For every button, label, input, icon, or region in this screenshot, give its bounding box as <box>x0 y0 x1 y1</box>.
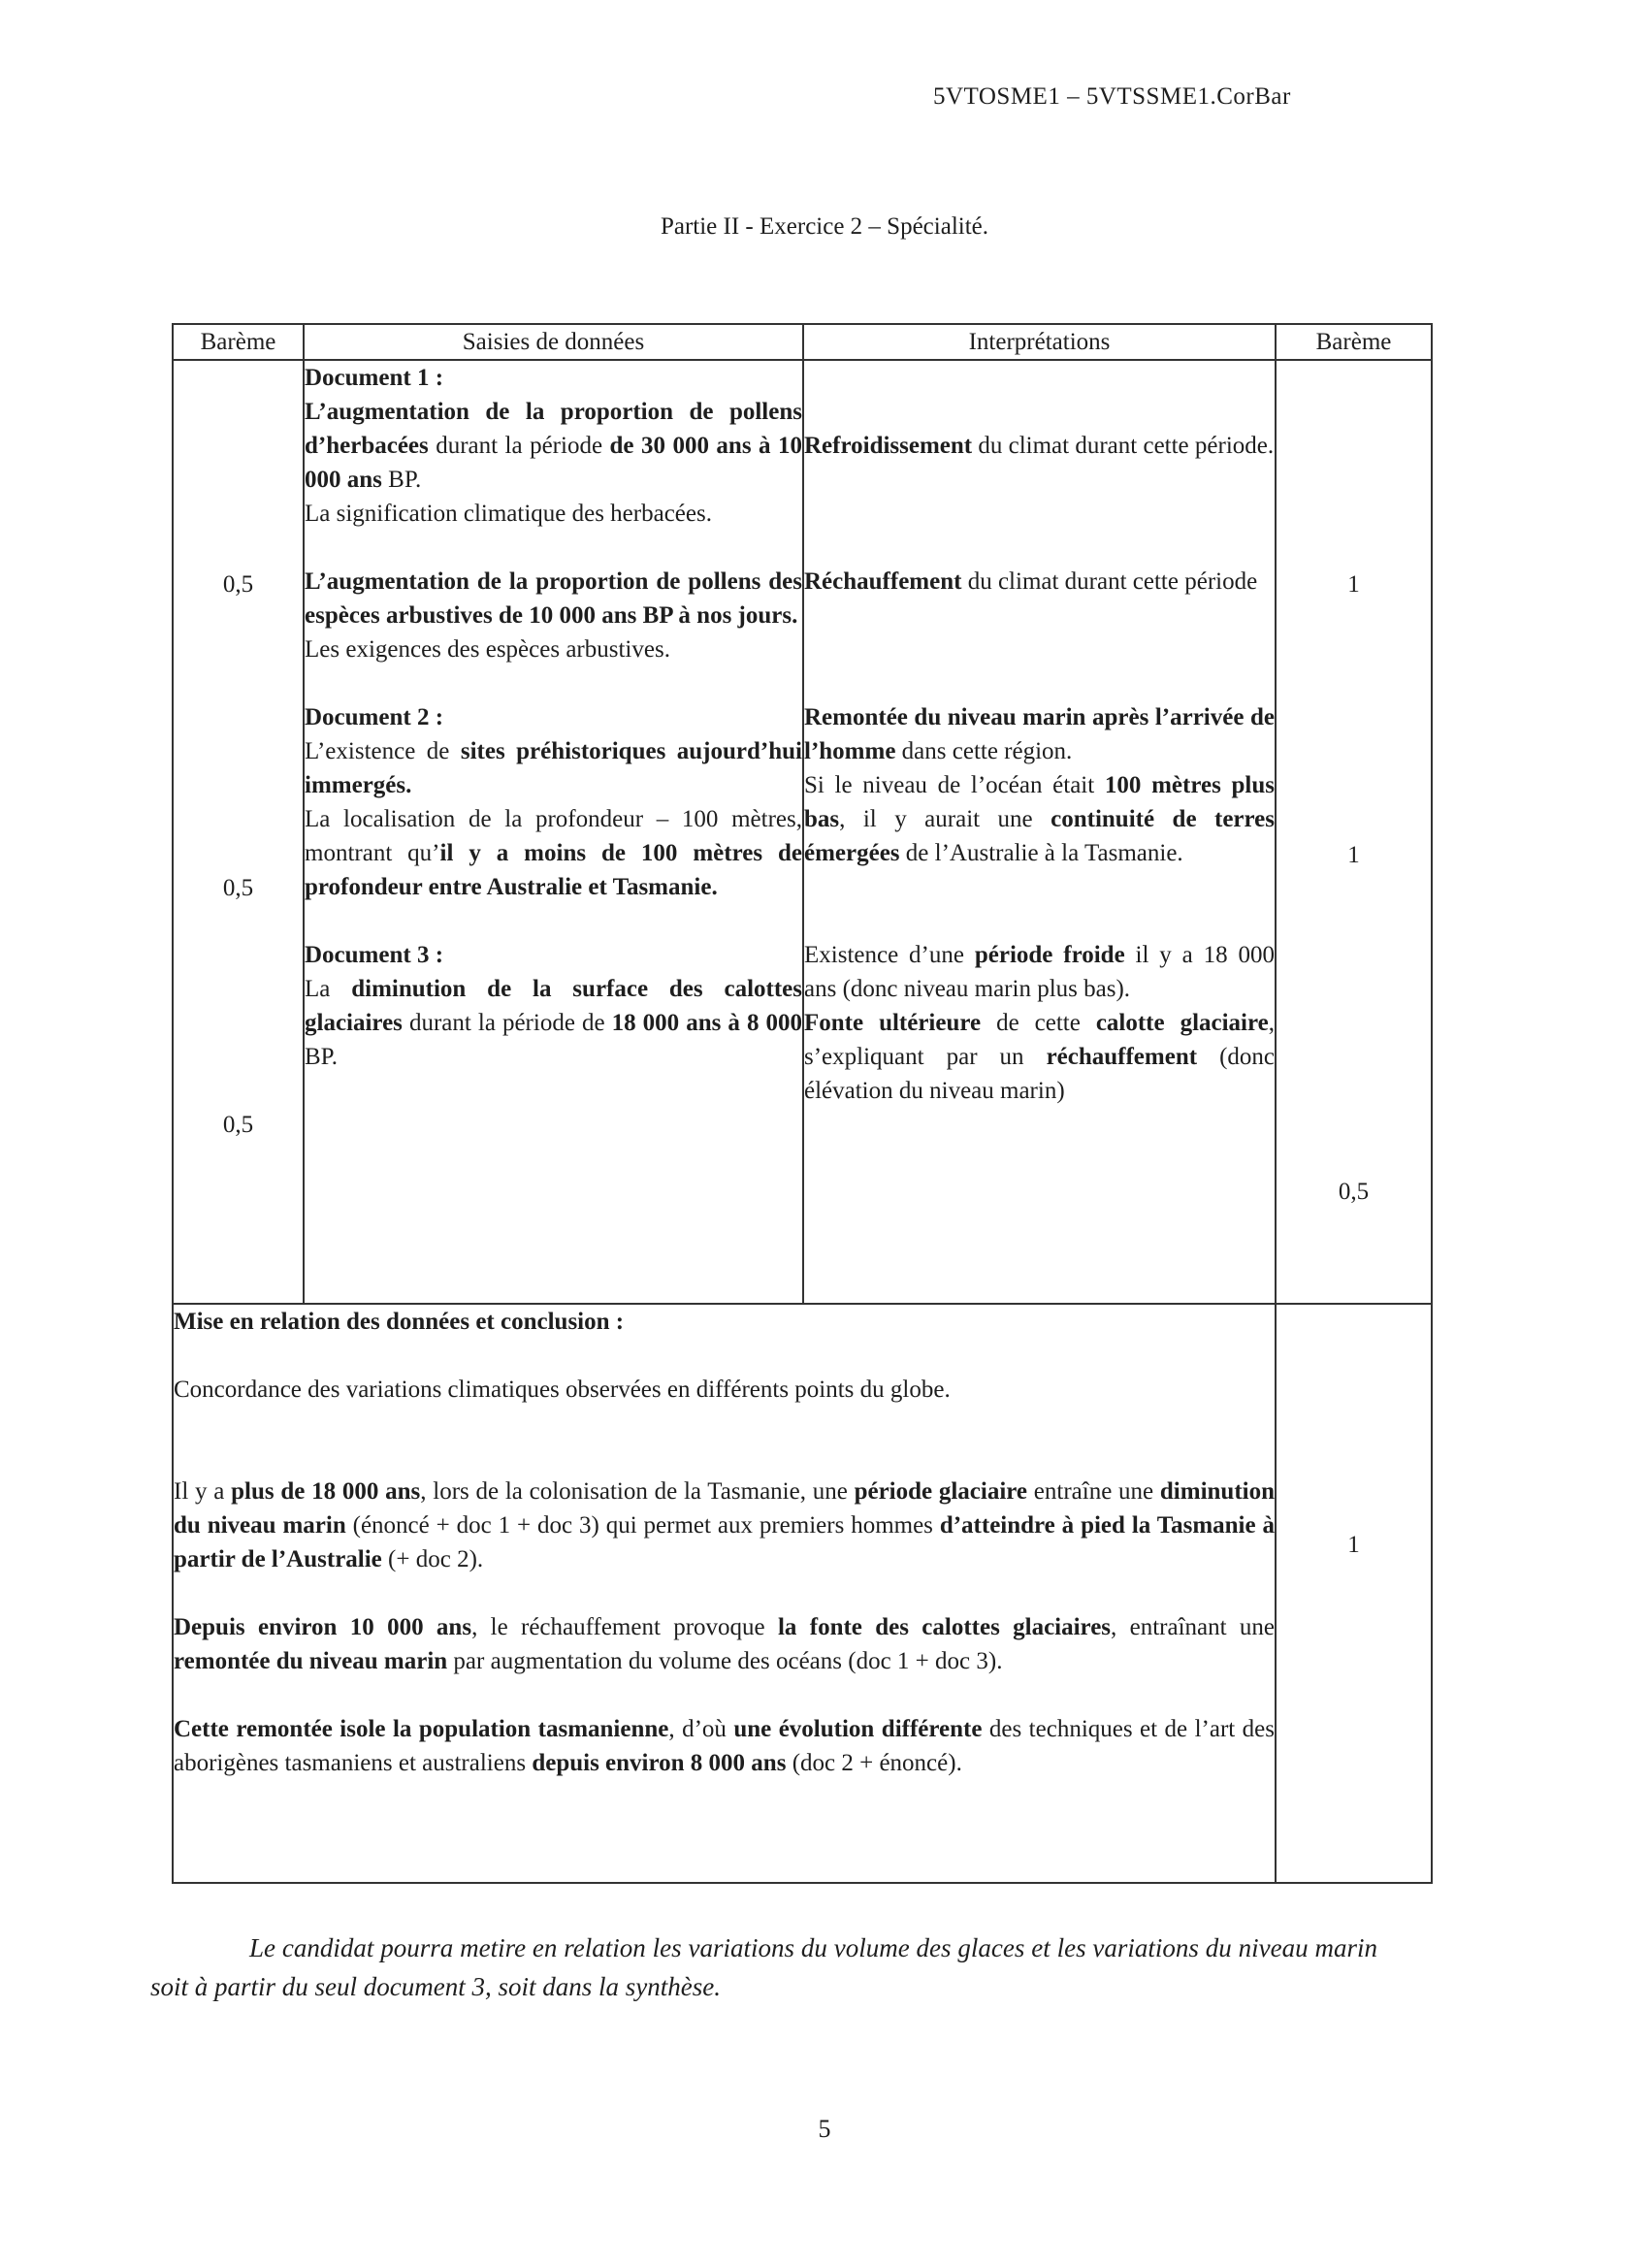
header-bareme-right: Barème <box>1276 324 1432 360</box>
p3-bold-3: remontée du niveau marin <box>174 1648 448 1674</box>
doc2-heading: Document 2 : <box>305 704 444 730</box>
p2-text-2: , lors de la colonisation de la Tasmanie, une <box>420 1478 855 1505</box>
doc1-data <box>305 361 802 531</box>
doc1-point-a-text: durant la période <box>428 433 610 459</box>
p3-bold-1: Depuis environ 10 000 ans <box>174 1614 472 1640</box>
doc1-point-a-bp: BP. <box>381 467 422 493</box>
p3-text-3: par augmentation du volume des océans (doc 1 + doc 3). <box>447 1648 1003 1674</box>
p4-text-2: des techniques et de l’art des aborigènes tasmaniens et australiens <box>174 1716 1276 1776</box>
score-interp-doc3: 0,5 <box>1338 1179 1370 1205</box>
doc2-bold-1: sites préhistoriques aujourd’hui immergés. <box>305 738 802 798</box>
p4-text-1: , d’où <box>668 1716 734 1742</box>
doc3-bold-2: 18 000 ans à 8 000 <box>611 1010 803 1036</box>
doc2-interp-text-1: dans cette région. <box>895 738 1073 764</box>
p2-text-1: Il y a <box>174 1478 232 1505</box>
p3-bold-2: la fonte des calottes glaciaires <box>777 1614 1112 1640</box>
doc3-text-1: La <box>305 976 352 1002</box>
doc2-interp-bold-3: continuité de terres émergées <box>804 806 1275 866</box>
interpretation-cell <box>803 360 1276 1304</box>
score-doc3: 0,5 <box>222 1112 254 1138</box>
p4-bold-1: Cette remontée isole la population tasmanienne <box>174 1716 669 1742</box>
doc3-bold-1: diminution de la surface des calottes glaciaires <box>305 976 802 1036</box>
interp-a-bold: Refroidissement <box>804 433 973 459</box>
document-code: 5VTOSME1 – 5VTSSME1.CorBar <box>933 83 1291 110</box>
doc2-interp-bold-2: 100 mètres plus bas <box>804 772 1275 832</box>
doc3-interp-bold-1: période froide <box>974 942 1125 968</box>
doc1-point-a-meaning: La signification climatique des herbacées. <box>305 501 712 527</box>
doc2-text-1: L’existence de <box>305 738 461 764</box>
conclusion-p4 <box>174 1712 1275 1780</box>
doc3-text-2: durant la période de <box>402 1010 612 1036</box>
interp-b-bold: Réchauffement <box>804 568 962 595</box>
conclusion-cell <box>173 1304 1276 1883</box>
doc1-point-a-bold: L’augmentation de la proportion de pollens d’herbacées <box>305 399 802 459</box>
conclusion-p3 <box>174 1610 1275 1678</box>
header-saisies: Saisies de données <box>304 324 803 360</box>
p2-text-5: (+ doc 2). <box>381 1546 484 1572</box>
candidate-note: Le candidat pourra metire en relation les variations du volume des glaces et les variations du niveau marin soit à partir du seul document 3, soit dans la synthèse. <box>150 1933 1377 2001</box>
conclusion-p1: Concordance des variations climatiques observées en différents points du globe. <box>174 1377 951 1403</box>
p4-text-3: (doc 2 + énoncé). <box>786 1750 962 1776</box>
doc3-interp-text-3: de cette <box>981 1010 1096 1036</box>
score-interp-doc1: 1 <box>1347 571 1360 598</box>
doc3-interp-bold-4: réchauffement <box>1046 1044 1198 1070</box>
conclusion-heading: Mise en relation des données et conclusion : <box>174 1309 625 1335</box>
doc3-interp-text-1: Existence d’une <box>804 942 975 968</box>
p2-text-3: entraîne une <box>1027 1478 1160 1505</box>
doc3-data <box>305 938 802 1074</box>
table-row <box>173 360 1432 1304</box>
doc3-interp-text-2: il y a 18 000 ans (donc niveau marin plus bas). <box>804 942 1275 1002</box>
doc3-interp-bold-3: calotte glaciaire <box>1095 1010 1269 1036</box>
p2-bold-2: période glaciaire <box>854 1478 1028 1505</box>
data-cell <box>304 360 803 1304</box>
conclusion-row <box>173 1304 1432 1883</box>
interp-a-text: du climat durant cette période. <box>972 433 1275 459</box>
header-interpretations: Interprétations <box>803 324 1276 360</box>
left-score-cell <box>173 360 304 1304</box>
p2-bold-3: diminution du niveau marin <box>174 1478 1275 1539</box>
header-bareme-left: Barème <box>173 324 304 360</box>
doc1-point-b-bold: L’augmentation de la proportion de pollens des espèces arbustives de 10 000 ans BP à nos jours. <box>305 568 802 629</box>
doc2-data <box>305 700 802 904</box>
interp-b-text: du climat durant cette période <box>961 568 1258 595</box>
doc2-interp-bold-1: Remontée du niveau marin après l’arrivée de l’homme <box>804 704 1275 764</box>
doc3-text-3: BP. <box>305 1044 339 1070</box>
right-score-cell <box>1276 360 1432 1304</box>
doc3-interp-text-4: , s’expliquant par un <box>804 1010 1275 1070</box>
page-title: Partie II - Exercice 2 – Spécialité. <box>660 213 989 240</box>
score-conclusion: 1 <box>1347 1532 1360 1558</box>
doc2-text-2: La localisation de la profondeur – 100 mètres, montrant qu’ <box>305 806 802 866</box>
table-header-row <box>173 324 1432 360</box>
p3-text-2: , entraînant une <box>1111 1614 1275 1640</box>
doc1-point-b-text: Les exigences des espèces arbustives. <box>305 636 670 663</box>
p2-bold-1: plus de 18 000 ans <box>231 1478 421 1505</box>
doc2-interp-text-4: de l’Australie à la Tasmanie. <box>899 840 1183 866</box>
p4-bold-2: une évolution différente <box>733 1716 983 1742</box>
doc3-interp-text-5: (donc élévation du niveau marin) <box>804 1044 1275 1104</box>
doc1-interp-a <box>804 429 1275 463</box>
doc3-interp-bold-2: Fonte ultérieure <box>804 1010 982 1036</box>
grading-table <box>172 323 1433 1884</box>
p2-bold-4: d’atteindre à pied la Tasmanie à partir de l’Australie <box>174 1512 1275 1572</box>
p4-bold-3: depuis environ 8 000 ans <box>532 1750 787 1776</box>
doc1-heading: Document 1 : <box>305 365 444 391</box>
score-interp-doc2: 1 <box>1347 842 1360 868</box>
doc2-bold-2: il y a moins de 100 mètres de profondeur entre Australie et Tasmanie. <box>305 840 802 900</box>
p3-text-1: , le réchauffement provoque <box>471 1614 778 1640</box>
doc2-interp-text-3: , il y aurait une <box>839 806 1051 832</box>
doc1-interp-b <box>804 565 1275 599</box>
conclusion-p2 <box>174 1474 1275 1576</box>
p2-text-4: (énoncé + doc 1 + doc 3) qui permet aux premiers hommes <box>345 1512 940 1539</box>
doc3-interp <box>804 938 1275 1108</box>
doc2-interp-text-2: Si le niveau de l’océan était <box>804 772 1105 798</box>
doc2-interp <box>804 700 1275 870</box>
score-doc1: 0,5 <box>222 571 254 598</box>
doc1-data-b <box>305 565 802 666</box>
doc1-point-a-period: de 30 000 ans à 10 000 ans <box>305 433 803 493</box>
page-number: 5 <box>818 2115 831 2143</box>
doc3-heading: Document 3 : <box>305 942 444 968</box>
conclusion-score-cell <box>1276 1304 1432 1883</box>
score-doc2: 0,5 <box>222 875 254 901</box>
